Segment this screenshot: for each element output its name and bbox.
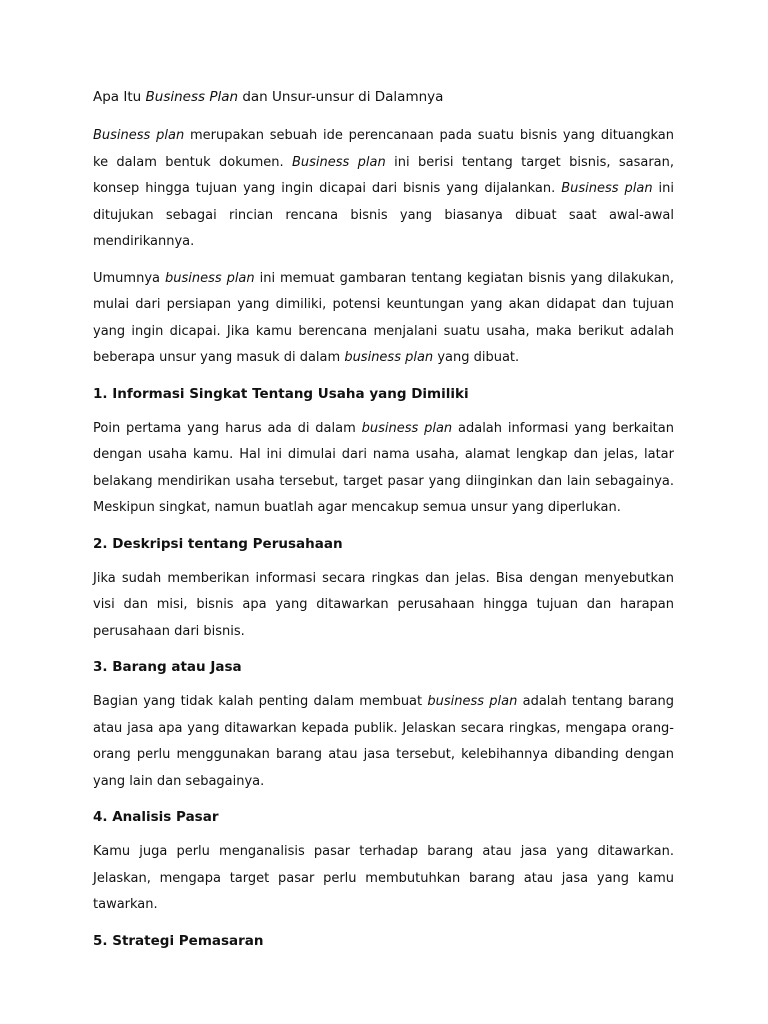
text-run: ini berisi tentang target bisnis, sasaran, konsep hingga tujuan yang ingin dicapai dari bisnis yang dijalankan. — [93, 154, 675, 196]
text-italic: Business plan — [291, 154, 386, 170]
intro-paragraph — [93, 123, 674, 256]
text-run: Poin pertama yang harus ada di dalam — [93, 420, 362, 436]
document-title — [93, 85, 674, 109]
title-part-italic: Business Plan — [145, 89, 239, 105]
title-part: dan Unsur-unsur di Dalamnya — [238, 89, 444, 105]
section-heading: 3. Barang atau Jasa — [93, 659, 242, 675]
text-run: Bagian yang tidak kalah penting dalam membuat — [93, 694, 428, 709]
section-paragraph — [93, 689, 674, 795]
section-heading: 2. Deskripsi tentang Perusahaan — [93, 535, 343, 552]
text-run: ini memuat gambaran tentang kegiatan bisnis yang dilakukan, mulai dari persiapan yang dimiliki, potensi keuntungan yang akan didapat dan tujuan yang ingin dicapai. Jika kamu berencana menjalani suatu usaha, maka berikut adalah beberapa unsur yang masuk di dalam — [93, 270, 674, 365]
text-run: Kamu juga perlu menganalisis pasar terhadap barang atau jasa yang ditawarkan. Jelaskan, mengapa target pasar perlu membutuhkan barang atau jasa yang kamu tawarkan. — [93, 844, 674, 912]
text-run: adalah informasi yang berkaitan dengan usaha kamu. Hal ini dimulai dari nama usaha, alamat lengkap dan jelas, latar belakang mendirikan usaha tersebut, target pasar yang diinginkan dan lain sebagainya. Meskipun singkat, namun buatlah agar mencakup semua unsur yang diperlukan. — [93, 420, 674, 515]
text-run: Umumnya — [93, 270, 165, 286]
text-run: yang dibuat. — [433, 350, 520, 365]
text-run: Jika sudah memberikan informasi secara ringkas dan jelas. Bisa dengan menyebutkan visi dan misi, bisnis apa yang ditawarkan perusahaan hingga tujuan dan harapan perusahaan dari bisnis. — [93, 570, 674, 639]
text-italic: business plan — [361, 420, 453, 436]
section-heading: 4. Analisis Pasar — [93, 809, 219, 825]
text-italic: business plan — [164, 270, 255, 286]
intro-paragraph — [93, 266, 674, 372]
text-italic: Business plan — [561, 181, 653, 196]
text-italic: business plan — [427, 694, 518, 709]
text-run: merupakan sebuah ide perencanaan pada suatu bisnis yang dituangkan ke dalam bentuk dokumen. — [93, 128, 674, 170]
text-run: adalah tentang barang atau jasa apa yang ditawarkan kepada publik. Jelaskan secara ringkas, mengapa orang-orang perlu menggunakan barang atau jasa tersebut, kelebihannya dibanding dengan yang lain dan sebagainya. — [93, 694, 674, 789]
section-paragraph — [93, 416, 674, 522]
text-italic: business plan — [344, 350, 434, 365]
section-paragraph — [93, 566, 674, 646]
section-heading: 1. Informasi Singkat Tentang Usaha yang Dimiliki — [93, 385, 469, 402]
title-part: Apa Itu — [93, 89, 146, 105]
section-paragraph — [93, 839, 674, 919]
text-italic: Business plan — [93, 128, 185, 143]
section-heading: 5. Strategi Pemasaran — [93, 932, 264, 949]
document-page — [93, 85, 674, 963]
text-run: ini ditujukan sebagai rincian rencana bisnis yang biasanya dibuat saat awal-awal mendirikannya. — [93, 181, 674, 249]
